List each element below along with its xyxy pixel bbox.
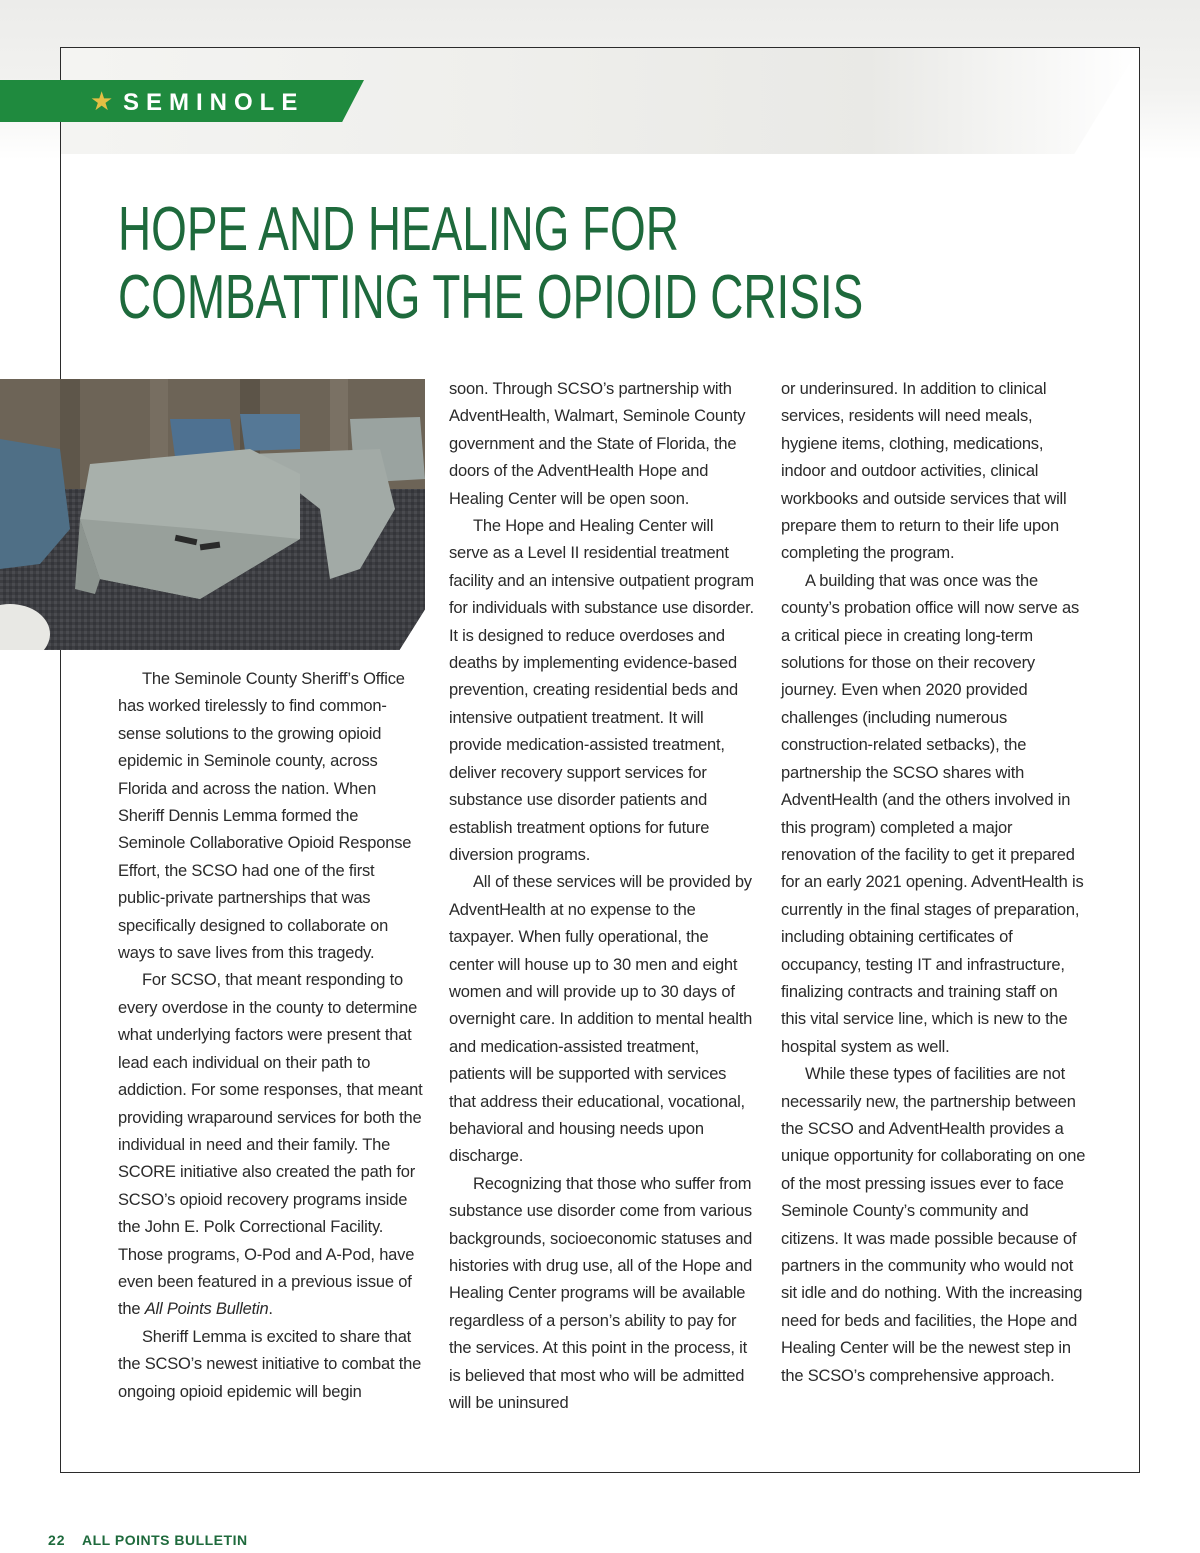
paragraph: All of these services will be provided by AdventHealth at no expense to the taxpayer. When fully operational, the center will house up to 30 men and eight women and will provide up to 30 days of overnight care. In addition to mental health and medication-assisted treatment, patients will be supported with services that address their educational, vocational, behavioral and housing needs upon discharge. — [449, 873, 753, 1166]
paragraph-text: For SCSO, that meant responding to every overdose in the county to determine what underlying factors were present that lead each individual on their path to addiction. For some responses, that meant providing wraparound services for both the individual in need and their family. The SCORE initiative also created the path for SCSO’s opioid recovery programs inside the John E. Polk Correctional Facility. Those programs, O-Pod and A-Pod, have even been featured in a previous issue of the — [118, 971, 423, 1319]
paragraph-end: . — [268, 1300, 273, 1319]
paragraph: Sheriff Lemma is excited to share that the SCSO’s newest initiative to combat the ongoing opioid epidemic will begin — [118, 1327, 422, 1401]
paragraph: soon. Through SCSO’s partnership with AdventHealth, Walmart, Seminole County government and the State of Florida, the doors of the AdventHealth Hope and Healing Center will be open soon. — [449, 380, 746, 508]
article-column-2 — [449, 376, 754, 1417]
star-icon: ★ — [90, 86, 114, 116]
publication-reference: All Points Bulletin — [144, 1300, 269, 1319]
article-column-3 — [781, 376, 1086, 1390]
article-column-1 — [118, 666, 423, 1406]
publication-name: ALL POINTS BULLETIN — [82, 1532, 248, 1548]
title-line-2: COMBATTING THE OPIOID CRISIS — [118, 263, 864, 332]
paragraph: or underinsured. In addition to clinical services, residents will need meals, hygiene items, clothing, medications, indoor and outdoor activities, clinical workbooks and outside services that will prepare them to return to their life upon completing the program. — [781, 380, 1067, 563]
paragraph: A building that was once was the county’s probation office will now serve as a critical piece in creating long-term solutions for those on their recovery journey. Even when 2020 provided challenges (including numerous construction-related setbacks), the partnership the SCSO shares with AdventHealth (and the others involved in this program) completed a major renovation of the facility to get it prepared for an early 2021 opening. AdventHealth is currently in the final stages of preparation, including obtaining certificates of occupancy, testing IT and infrastructure, finalizing contracts and training staff on this vital service line, which is new to the hospital system as well. — [781, 571, 1084, 1056]
title-line-1: HOPE AND HEALING FOR — [118, 195, 679, 264]
paragraph — [118, 967, 423, 1323]
paragraph: The Seminole County Sheriff’s Office has worked tirelessly to find common-sense solutions to the growing opioid epidemic in Seminole county, across Florida and across the nation. When Sheriff Dennis Lemma formed the Seminole Collaborative Opioid Response Effort, the SCSO had one of the first public-private partnerships that was specifically designed to collaborate on ways to save lives from this tragedy. — [118, 670, 412, 963]
paragraph: Recognizing that those who suffer from substance use disorder come from various backgrounds, socioeconomic statuses and histories with drug use, all of the Hope and Healing Center programs will be available regardless of a person’s ability to pay for the services. At this point in the process, it is believed that most who will be admitted will be uninsured — [449, 1174, 753, 1413]
lounge-photo-illustration — [0, 379, 425, 650]
section-label: SEMINOLE — [123, 89, 305, 116]
page-title — [118, 195, 864, 332]
lounge-photo — [0, 379, 425, 650]
paragraph: The Hope and Healing Center will serve as a Level II residential treatment facility and an intensive outpatient program for individuals with substance use disorder. It is designed to reduce overdoses and deaths by implementing evidence-based prevention, creating residential beds and intensive outpatient treatment. It will provide medication-assisted treatment, deliver recovery support services for substance use disorder patients and establish treatment options for future diversion programs. — [449, 517, 754, 864]
paragraph: While these types of facilities are not necessarily new, the partnership between the SCSO and AdventHealth provides a unique opportunity for collaborating on one of the most pressing issues ever to face Seminole County’s community and citizens. It was made possible because of partners in the community who would not sit idle and do nothing. With the increasing need for beds and facilities, the Hope and Healing Center will be the newest step in the SCSO’s comprehensive approach. — [781, 1065, 1086, 1385]
page-number: 22 — [48, 1532, 66, 1548]
